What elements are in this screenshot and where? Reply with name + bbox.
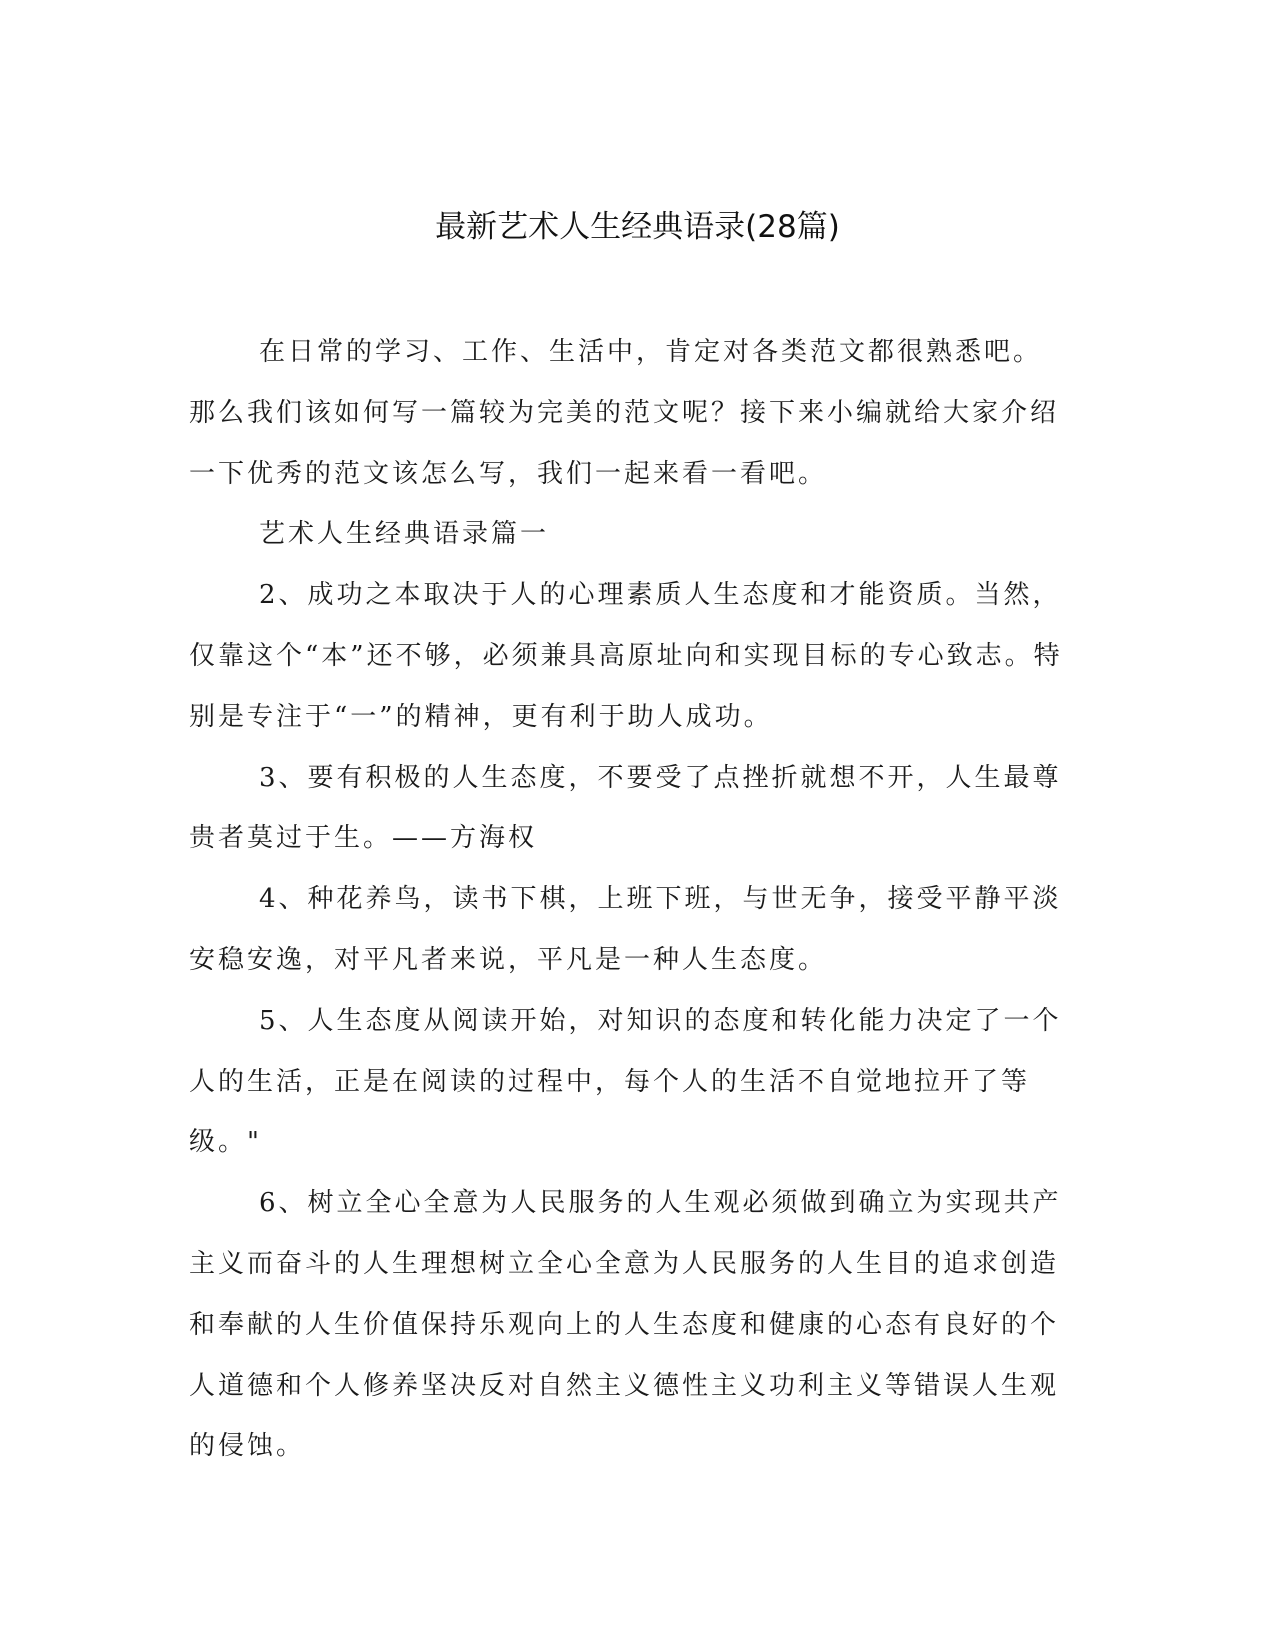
quote-paragraph-5: 5、人生态度从阅读开始，对知识的态度和转化能力决定了一个人的生活，正是在阅读的过程中，每个人的生活不自觉地拉开了等级。" — [189, 1005, 1062, 1158]
quote-paragraph-6: 6、树立全心全意为人民服务的人生观必须做到确立为实现共产主义而奋斗的人生理想树立全心全意为人民服务的人生目的追求创造和奉献的人生价值保持乐观向上的人生态度和健康的心态有良好的个人道德和个人修养坚决反对自然主义德性主义功利主义等错误人生观的侵蚀。 — [189, 1188, 1062, 1462]
quote-paragraph-2: 2、成功之本取决于人的心理素质人生态度和才能资质。当然，仅靠这个“本”还不够，必须兼具高原址向和实现目标的专心致志。特别是专注于“一”的精神，更有利于助人成功。 — [189, 580, 1063, 732]
section-heading: 艺术人生经典语录篇一 — [259, 519, 550, 550]
document-body — [189, 322, 1069, 1477]
quote-paragraph-3: 3、要有积极的人生态度，不要受了点挫折就想不开，人生最尊贵者莫过于生。——方海权 — [189, 762, 1062, 854]
quote-paragraph-4: 4、种花养鸟，读书下棋，上班下班，与世无争，接受平静平淡安稳安逸，对平凡者来说，平凡是一种人生态度。 — [189, 884, 1062, 975]
intro-paragraph: 在日常的学习、工作、生活中，肯定对各类范文都很熟悉吧。那么我们该如何写一篇较为完美的范文呢？接下来小编就给大家介绍一下优秀的范文该怎么写，我们一起来看一看吧。 — [189, 337, 1060, 489]
document-title: 最新艺术人生经典语录(28篇) — [435, 209, 840, 245]
